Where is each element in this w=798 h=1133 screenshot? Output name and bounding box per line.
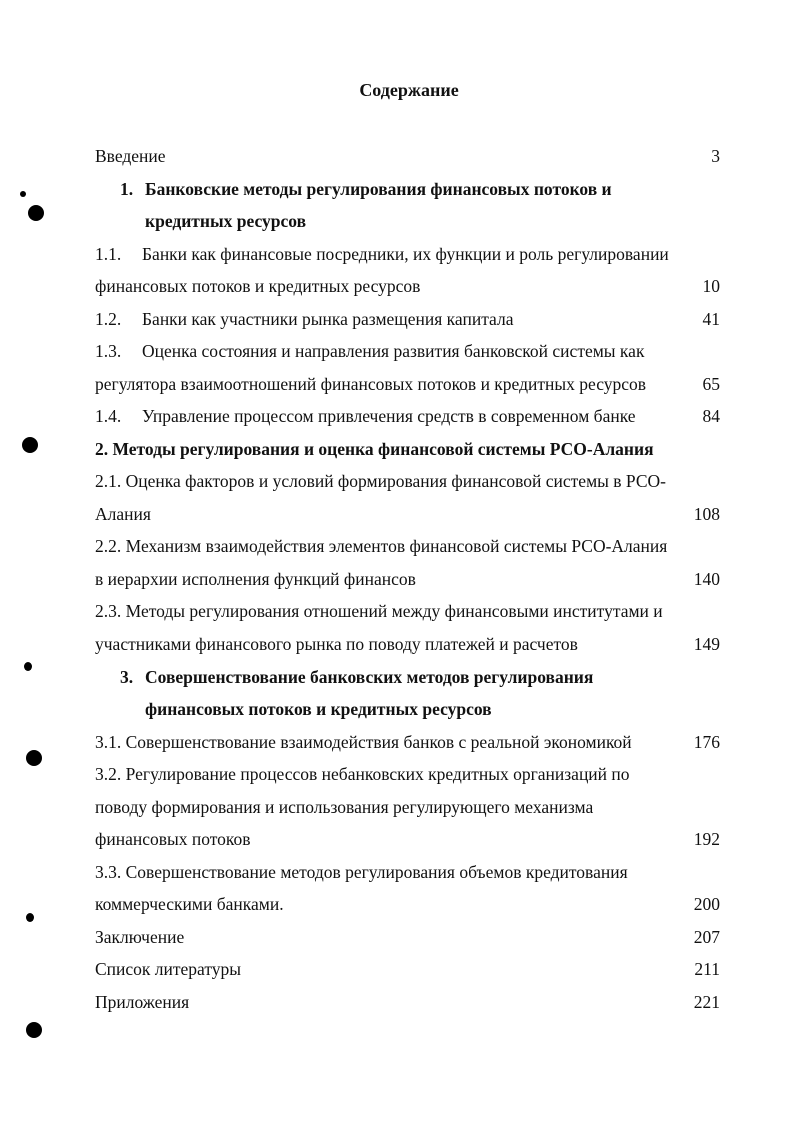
- toc-entry-2-3: [95, 599, 720, 623]
- toc-entry-2-1-cont: [95, 502, 720, 526]
- toc-entry-text: 3.1. Совершенствование взаимодействия банков с реальной экономикой: [95, 732, 632, 752]
- toc-entry-text: в иерархии исполнения функций финансов: [95, 569, 416, 589]
- toc-entry-text: кредитных ресурсов: [145, 211, 307, 231]
- toc-entry-text: Банковские методы регулирования финансовых потоков и: [145, 179, 612, 199]
- toc-page-number: 84: [702, 406, 720, 426]
- toc-chapter-2-heading: [95, 437, 720, 461]
- scan-speck: [24, 662, 32, 671]
- toc-entry-2-1: [95, 469, 720, 493]
- toc-entry-conclusion: [95, 925, 720, 949]
- toc-entry-text: Совершенствование банковских методов регулирования: [145, 667, 594, 687]
- toc-page-number: 200: [693, 894, 720, 914]
- toc-page-number: 192: [693, 829, 720, 849]
- toc-chapter-1-heading: [120, 177, 720, 201]
- toc-page-number: 176: [693, 732, 720, 752]
- toc-page-number: 149: [693, 634, 720, 654]
- toc-entry-3-1: [95, 730, 720, 754]
- toc-entry-2-3-cont: [95, 632, 720, 656]
- toc-entry-bibliography: [95, 957, 720, 981]
- toc-entry-1-1: [95, 242, 720, 266]
- toc-entry-3-3-cont: [95, 892, 720, 916]
- toc-page-number: 207: [693, 927, 720, 947]
- toc-entry-text: Банки как финансовые посредники, их функции и роль регулировании: [142, 244, 669, 264]
- toc-section-number: 1.1.: [95, 244, 122, 264]
- toc-entry-3-2-cont-2: [95, 827, 720, 851]
- toc-page-number: 41: [702, 309, 720, 329]
- toc-entry-appendices: [95, 990, 720, 1014]
- page-title: Содержание: [359, 80, 459, 100]
- toc-entry-text: поводу формирования и использования регулирующего механизма: [95, 797, 594, 817]
- scan-speck: [26, 913, 34, 922]
- toc-entry-text: 2.1. Оценка факторов и условий формирования финансовой системы в РСО-: [95, 471, 666, 491]
- toc-chapter-3-heading-cont: [145, 697, 720, 721]
- toc-entry-text: 3.3. Совершенствование методов регулирования объемов кредитования: [95, 862, 628, 882]
- punch-hole: [28, 205, 44, 221]
- toc-entry-text: участниками финансового рынка по поводу платежей и расчетов: [95, 634, 578, 654]
- toc-page-number: 108: [693, 504, 720, 524]
- toc-entry-text: Введение: [95, 146, 166, 166]
- toc-entry-text: Приложения: [95, 992, 190, 1012]
- toc-entry-text: финансовых потоков и кредитных ресурсов: [145, 699, 492, 719]
- toc-section-number: 1.2.: [95, 309, 122, 329]
- toc-entry-2-2: [95, 534, 720, 558]
- toc-entry-text: Банки как участники рынка размещения капитала: [142, 309, 514, 329]
- toc-entry-3-2: [95, 762, 720, 786]
- toc-entry-3-3: [95, 860, 720, 884]
- toc-entry-text: Заключение: [95, 927, 185, 947]
- toc-page-number: 140: [693, 569, 720, 589]
- toc-entry-1-4: [95, 404, 720, 428]
- toc-chapter-1-heading-cont: [145, 209, 720, 233]
- toc-entry-text: Оценка состояния и направления развития банковской системы как: [142, 341, 645, 361]
- toc-entry-text: Алания: [95, 504, 151, 524]
- toc-page-number: 65: [702, 374, 720, 394]
- toc-entry-text: 2.3. Методы регулирования отношений между финансовыми институтами и: [95, 601, 663, 621]
- toc-entry-text: 2.2. Механизм взаимодействия элементов финансовой системы РСО-Алания: [95, 536, 668, 556]
- toc-entry-1-3: [95, 339, 720, 363]
- punch-hole: [26, 1022, 42, 1038]
- toc-entry-text: 3.2. Регулирование процессов небанковских кредитных организаций по: [95, 764, 630, 784]
- toc-page-number: 3: [711, 146, 720, 166]
- toc-page-number: 10: [702, 276, 720, 296]
- toc-entry-text: финансовых потоков: [95, 829, 251, 849]
- toc-chapter-3-heading: [120, 665, 720, 689]
- toc-entry-3-2-cont: [95, 795, 720, 819]
- toc-section-number: 1.4.: [95, 406, 122, 426]
- toc-entry-text: регулятора взаимоотношений финансовых потоков и кредитных ресурсов: [95, 374, 647, 394]
- toc-chapter-number: 1.: [120, 179, 134, 199]
- toc-page-number: 211: [694, 959, 720, 979]
- toc-entry-text: финансовых потоков и кредитных ресурсов: [95, 276, 421, 296]
- scan-speck: [20, 191, 26, 197]
- toc-entry-1-3-cont: [95, 372, 720, 396]
- toc-entry-2-2-cont: [95, 567, 720, 591]
- toc-entry-text: 2. Методы регулирования и оценка финансовой системы РСО-Алания: [95, 439, 654, 459]
- toc-entry-text: коммерческими банками.: [95, 894, 284, 914]
- toc-chapter-number: 3.: [120, 667, 134, 687]
- toc-section-number: 1.3.: [95, 341, 122, 361]
- toc-entry-1-2: [95, 307, 720, 331]
- toc-entry-introduction: [95, 144, 720, 168]
- punch-hole: [22, 437, 38, 453]
- toc-entry-text: Управление процессом привлечения средств в современном банке: [142, 406, 636, 426]
- toc-entry-1-1-cont: [95, 274, 720, 298]
- punch-hole: [26, 750, 42, 766]
- toc-page-number: 221: [693, 992, 720, 1012]
- toc-entry-text: Список литературы: [95, 959, 242, 979]
